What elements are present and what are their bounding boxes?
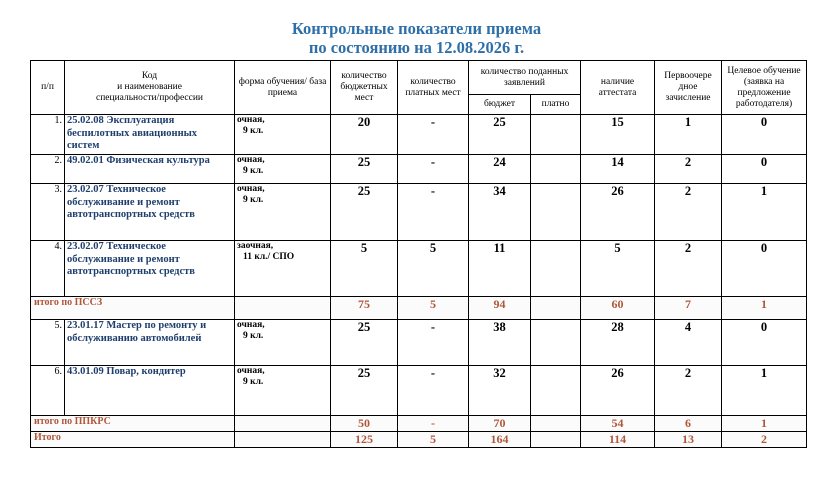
row-specialty: 23.02.07 Техническое обслуживание и ремонт автотранспортных средств: [65, 241, 235, 297]
grand-total-label: Итого: [31, 432, 235, 448]
row-form-base: 9 кл.: [243, 331, 264, 341]
row-form-type: очная,: [237, 320, 265, 330]
row-form: [235, 115, 331, 155]
row-form-base: 9 кл.: [243, 126, 264, 136]
table-row: [31, 241, 807, 297]
subtotal-apps-paid: [531, 416, 581, 432]
row-paid-places: -: [398, 184, 469, 241]
row-apps-budget: 38: [469, 320, 531, 366]
subtotal-apps-paid: [531, 297, 581, 320]
row-form-type: очная,: [237, 184, 265, 194]
row-paid-places: 5: [398, 241, 469, 297]
grand-total-apps-paid: [531, 432, 581, 448]
row-form-type: очная,: [237, 155, 265, 165]
row-priority: 1: [655, 115, 722, 155]
row-certificate: 26: [581, 366, 655, 416]
row-target: 0: [722, 241, 807, 297]
subtotal-certificate: 60: [581, 297, 655, 320]
row-specialty: 25.02.08 Эксплуатация беспилотных авиационных систем: [65, 115, 235, 155]
row-num: 2.: [31, 155, 65, 184]
row-certificate: 26: [581, 184, 655, 241]
row-specialty: 43.01.09 Повар, кондитер: [65, 366, 235, 416]
grand-total-priority: 13: [655, 432, 722, 448]
row-target: 0: [722, 320, 807, 366]
row-paid-places: -: [398, 366, 469, 416]
subtotal-paid-places: -: [398, 416, 469, 432]
row-num: 1.: [31, 115, 65, 155]
header-applications: количество поданных заявлений: [469, 61, 581, 95]
subtotal-apps-budget: 70: [469, 416, 531, 432]
row-apps-paid: [531, 320, 581, 366]
row-budget-places: 5: [331, 241, 398, 297]
row-apps-paid: [531, 184, 581, 241]
row-form: [235, 366, 331, 416]
row-specialty: 23.02.07 Техническое обслуживание и ремонт автотранспортных средств: [65, 184, 235, 241]
row-apps-budget: 24: [469, 155, 531, 184]
header-certificate: наличие аттестата: [581, 61, 655, 115]
header-budget-places: количество бюджетных мест: [331, 61, 398, 115]
table-row: [31, 184, 807, 241]
grand-total-row: [31, 432, 807, 448]
header-code-line-3: специальности/профессии: [95, 93, 203, 103]
subtotal-empty: [235, 416, 331, 432]
row-priority: 2: [655, 184, 722, 241]
subtotal-label: итого по ППКРС: [31, 416, 235, 432]
admission-table: [30, 60, 807, 448]
row-budget-places: 25: [331, 320, 398, 366]
title-line-2: по состоянию на 12.08.2026 г.: [308, 38, 525, 57]
header-code: [65, 61, 235, 115]
row-form: [235, 241, 331, 297]
subtotal-paid-places: 5: [398, 297, 469, 320]
row-form-type: очная,: [237, 115, 265, 125]
row-specialty: 49.02.01 Физическая культура: [65, 155, 235, 184]
subtotal-apps-budget: 94: [469, 297, 531, 320]
row-apps-paid: [531, 155, 581, 184]
header-paid-places: количество платных мест: [398, 61, 469, 115]
grand-total-certificate: 114: [581, 432, 655, 448]
row-certificate: 28: [581, 320, 655, 366]
subtotal-empty: [235, 297, 331, 320]
row-apps-budget: 32: [469, 366, 531, 416]
row-budget-places: 25: [331, 155, 398, 184]
row-certificate: 15: [581, 115, 655, 155]
row-target: 1: [722, 184, 807, 241]
row-form-base: 9 кл.: [243, 166, 264, 176]
grand-total-budget-places: 125: [331, 432, 398, 448]
subtotal-priority: 6: [655, 416, 722, 432]
row-specialty: 23.01.17 Мастер по ремонту и обслуживанию автомобилей: [65, 320, 235, 366]
row-apps-budget: 25: [469, 115, 531, 155]
row-target: 0: [722, 115, 807, 155]
table-row: [31, 366, 807, 416]
title-line-1: Контрольные показатели приема: [291, 19, 542, 38]
row-target: 0: [722, 155, 807, 184]
row-paid-places: -: [398, 115, 469, 155]
row-paid-places: -: [398, 320, 469, 366]
grand-total-empty: [235, 432, 331, 448]
row-form-type: заочная,: [237, 241, 274, 251]
row-form: [235, 184, 331, 241]
grand-total-apps-budget: 164: [469, 432, 531, 448]
header-apps-paid: платно: [531, 95, 581, 115]
row-apps-paid: [531, 241, 581, 297]
row-apps-paid: [531, 115, 581, 155]
row-num: 3.: [31, 184, 65, 241]
header-code-line-1: Код: [141, 71, 158, 81]
table-row: [31, 320, 807, 366]
subtotal-row-pssz: [31, 297, 807, 320]
row-form-type: очная,: [237, 366, 265, 376]
subtotal-budget-places: 50: [331, 416, 398, 432]
row-target: 1: [722, 366, 807, 416]
row-budget-places: 25: [331, 366, 398, 416]
grand-total-target: 2: [722, 432, 807, 448]
row-num: 6.: [31, 366, 65, 416]
subtotal-target: 1: [722, 416, 807, 432]
row-certificate: 5: [581, 241, 655, 297]
row-paid-places: -: [398, 155, 469, 184]
subtotal-priority: 7: [655, 297, 722, 320]
subtotal-row-ppkrs: [31, 416, 807, 432]
row-apps-budget: 34: [469, 184, 531, 241]
row-form-base: 9 кл.: [243, 195, 264, 205]
row-certificate: 14: [581, 155, 655, 184]
row-apps-budget: 11: [469, 241, 531, 297]
header-priority: Первоочере дное зачисление: [655, 61, 722, 115]
row-budget-places: 25: [331, 184, 398, 241]
row-budget-places: 20: [331, 115, 398, 155]
row-form-base: 11 кл./ СПО: [243, 252, 295, 262]
row-num: 5.: [31, 320, 65, 366]
grand-total-paid-places: 5: [398, 432, 469, 448]
table-row: [31, 155, 807, 184]
header-form: форма обучения/ база приема: [235, 61, 331, 115]
row-form: [235, 155, 331, 184]
row-priority: 2: [655, 155, 722, 184]
table-row: [31, 115, 807, 155]
subtotal-certificate: 54: [581, 416, 655, 432]
header-num: п/п: [31, 61, 65, 115]
header-code-line-2: и наименование: [117, 82, 182, 92]
header-target: Целевое обучение (заявка на предложение работодателя): [722, 61, 807, 115]
row-priority: 2: [655, 366, 722, 416]
subtotal-budget-places: 75: [331, 297, 398, 320]
row-priority: 2: [655, 241, 722, 297]
subtotal-label: итого по ПССЗ: [31, 297, 235, 320]
row-form: [235, 320, 331, 366]
row-apps-paid: [531, 366, 581, 416]
row-form-base: 9 кл.: [243, 377, 264, 387]
row-num: 4.: [31, 241, 65, 297]
document-title: [0, 19, 833, 57]
subtotal-target: 1: [722, 297, 807, 320]
header-apps-budget: бюджет: [469, 95, 531, 115]
row-priority: 4: [655, 320, 722, 366]
